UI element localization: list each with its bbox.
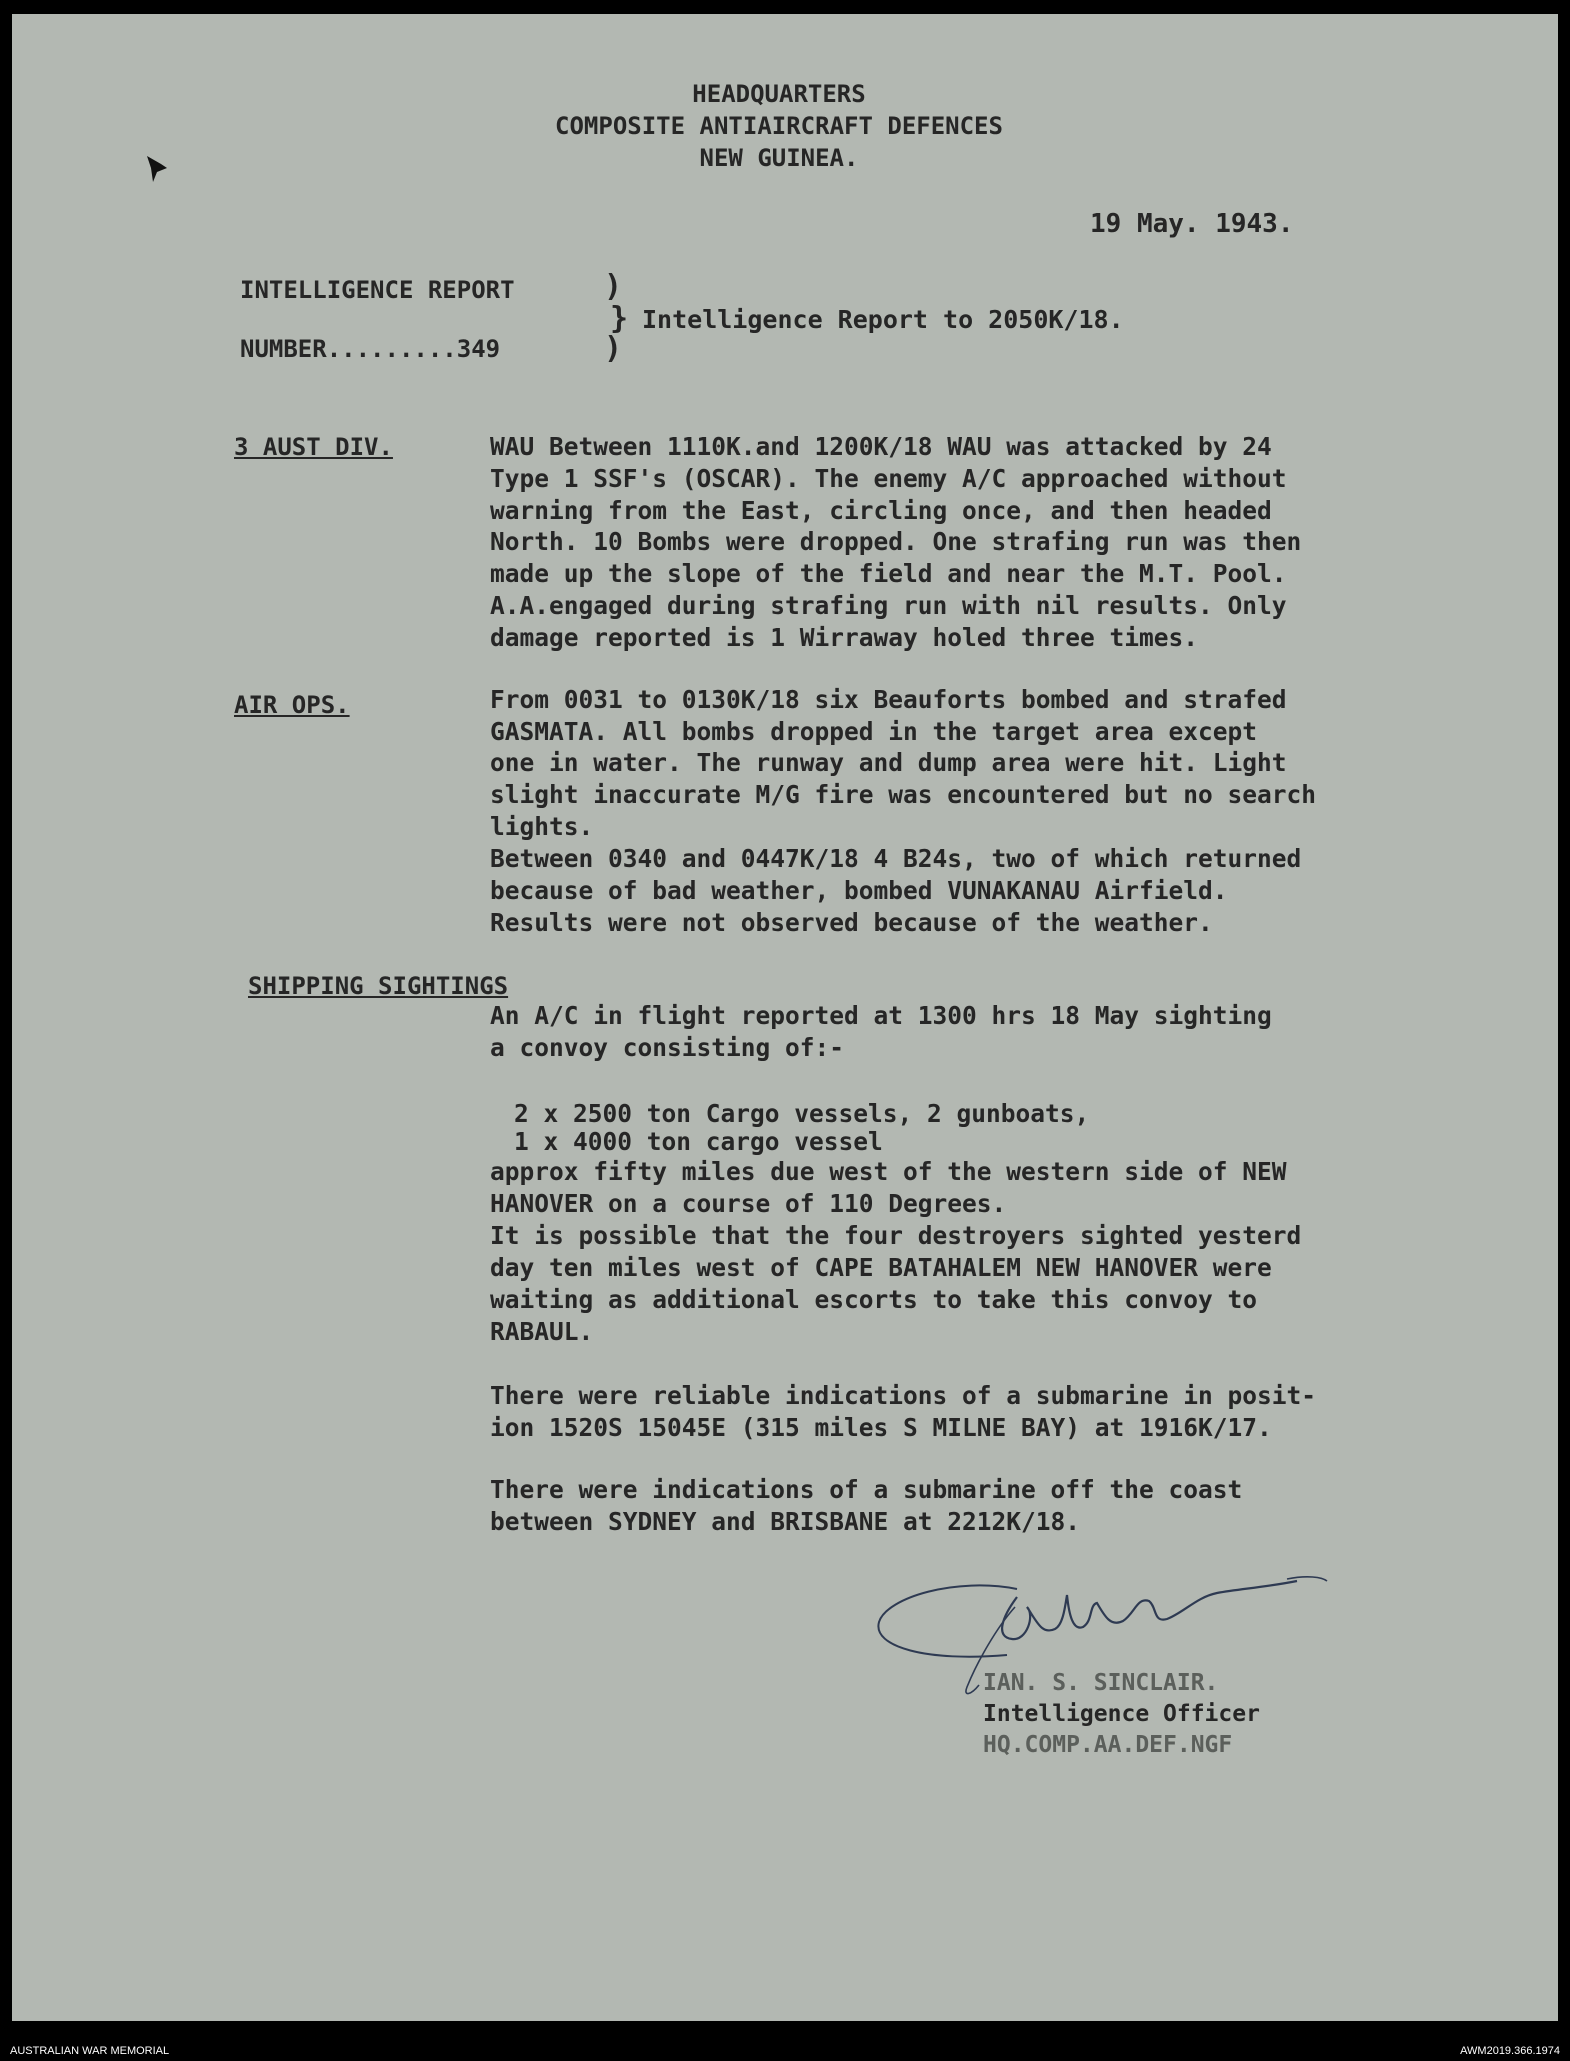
submarine-line: There were reliable indications of a submarine in posit- <box>490 1381 1317 1410</box>
footer-accession-number: AWM2019.366.1974 <box>1460 2045 1560 2057</box>
section-label-div: 3 AUST DIV. <box>234 433 393 461</box>
report-title: Intelligence Report to 2050K/18. <box>642 305 1124 334</box>
document-page <box>12 14 1558 2021</box>
shipping-line: It is possible that the four destroyers sighted yesterd <box>490 1221 1302 1250</box>
header-line-1: HEADQUARTERS <box>692 80 866 108</box>
header-line-3: NEW GUINEA. <box>699 144 859 172</box>
signatory-title: Intelligence Officer <box>983 1701 1260 1727</box>
air-ops-line: From 0031 to 0130K/18 six Beauforts bombed and strafed <box>490 685 1287 714</box>
div-line: Type 1 SSF's (OSCAR). The enemy A/C approached without <box>490 464 1287 493</box>
scuff-mark-icon <box>145 154 169 184</box>
shipping-line: waiting as additional escorts to take this convoy to <box>490 1285 1258 1314</box>
air-ops-line: lights. <box>490 812 594 841</box>
air-ops-line: slight inaccurate M/G fire was encountered but no search <box>490 780 1317 809</box>
shipping-line: RABAUL. <box>490 1317 594 1346</box>
header-line-2: COMPOSITE ANTIAIRCRAFT DEFENCES <box>555 112 1003 140</box>
submarine-coast-line: There were indications of a submarine off the coast <box>490 1475 1243 1504</box>
section-label-shipping: SHIPPING SIGHTINGS <box>248 972 509 1000</box>
div-line: WAU Between 1110K.and 1200K/18 WAU was attacked by 24 <box>490 432 1272 461</box>
submarine-line: ion 1520S 15045E (315 miles S MILNE BAY) at 1916K/17. <box>490 1413 1272 1442</box>
convoy-item: 1 x 4000 ton cargo vessel <box>514 1127 883 1156</box>
submarine-coast-line: between SYDNEY and BRISBANE at 2212K/18. <box>490 1507 1081 1536</box>
shipping-line: day ten miles west of CAPE BATAHALEM NEW HANOVER were <box>490 1253 1272 1282</box>
shipping-line: a convoy consisting of:- <box>490 1033 845 1062</box>
signatory-unit: HQ.COMP.AA.DEF.NGF <box>983 1732 1233 1758</box>
document-date: 19 May. 1943. <box>1090 209 1294 239</box>
shipping-line: HANOVER on a course of 110 Degrees. <box>490 1189 1007 1218</box>
air-ops-line: one in water. The runway and dump area were hit. Light <box>490 748 1287 777</box>
div-line: damage reported is 1 Wirraway holed three times. <box>490 623 1199 652</box>
signatory-name: IAN. S. SINCLAIR. <box>983 1670 1219 1696</box>
div-line: made up the slope of the field and near the M.T. Pool. <box>490 559 1287 588</box>
div-line: warning from the East, circling once, and then headed <box>490 496 1272 525</box>
bracket-3: ) <box>604 331 623 366</box>
bracket-2: } <box>610 301 629 336</box>
air-ops-line: GASMATA. All bombs dropped in the target area except <box>490 717 1258 746</box>
report-label-1: INTELLIGENCE REPORT <box>240 276 515 304</box>
shipping-line: An A/C in flight reported at 1300 hrs 18 May sighting <box>490 1001 1272 1030</box>
air-ops-line: Between 0340 and 0447K/18 4 B24s, two of which returned <box>490 844 1302 873</box>
convoy-item: 2 x 2500 ton Cargo vessels, 2 gunboats, <box>514 1099 1090 1128</box>
div-line: A.A.engaged during strafing run with nil results. Only <box>490 591 1287 620</box>
bracket-1: ) <box>604 269 623 304</box>
footer-attribution: AUSTRALIAN WAR MEMORIAL <box>10 2045 170 2057</box>
div-line: North. 10 Bombs were dropped. One strafing run was then <box>490 527 1302 556</box>
air-ops-line: Results were not observed because of the weather. <box>490 908 1213 937</box>
air-ops-line: because of bad weather, bombed VUNAKANAU Airfield. <box>490 876 1228 905</box>
shipping-line: approx fifty miles due west of the western side of NEW <box>490 1157 1287 1186</box>
report-label-2: NUMBER.........349 <box>240 335 501 363</box>
section-label-air-ops: AIR OPS. <box>234 691 350 719</box>
